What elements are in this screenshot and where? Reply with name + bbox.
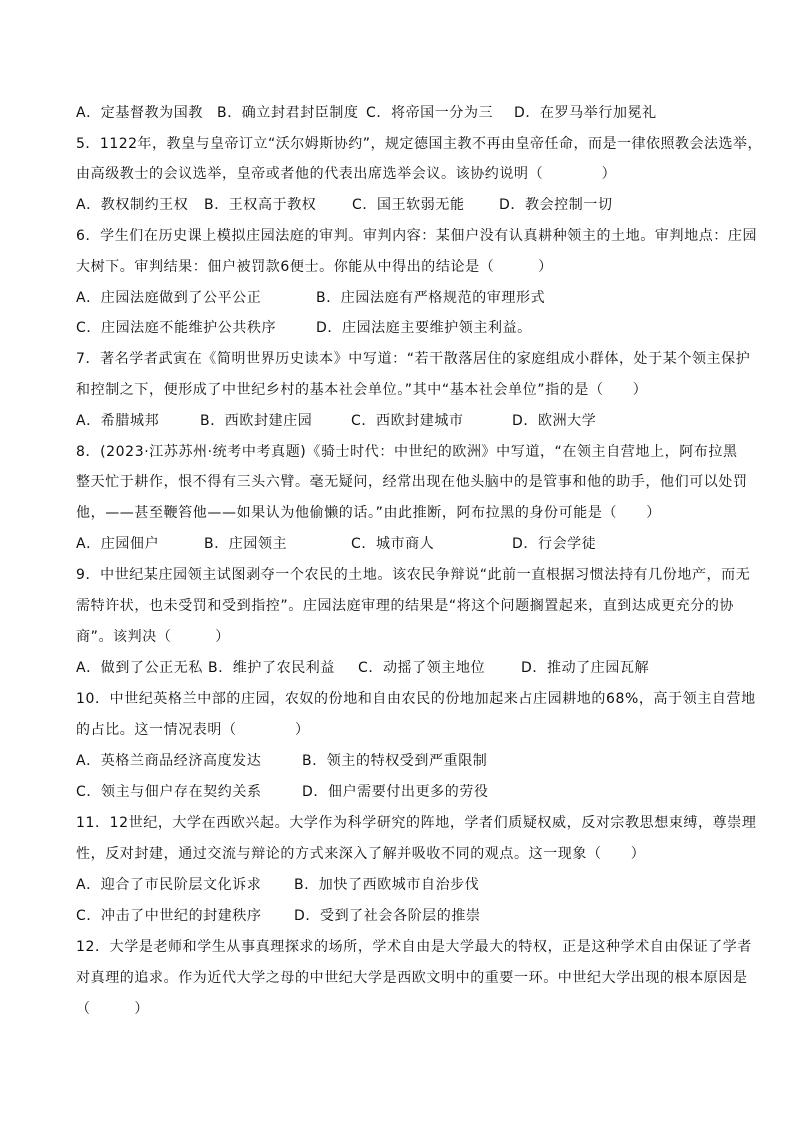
q11-stem-line-1: 11．12世纪，大学在西欧兴起。大学作为科学研究的阵地，学者们质疑权威，反对宗教思想束缚，尊崇理 [76, 815, 757, 831]
q6-option-a[interactable]: A．庄园法庭做到了公平公正 [76, 290, 262, 306]
q9-option-a[interactable]: A．做到了公正无私 [76, 660, 203, 676]
q5-stem-line-2: 由高级教士的会议选举，皇帝或者他的代表出席选举会议。该协约说明（ ） [76, 166, 617, 182]
q9-options [76, 659, 756, 677]
q10-options-row-2 [76, 783, 756, 801]
q7-option-d[interactable]: D．欧洲大学 [512, 413, 597, 429]
q11-option-d[interactable]: D．受到了社会各阶层的推崇 [294, 908, 481, 924]
q6-options-row-2 [76, 319, 756, 337]
q5-option-b[interactable]: B．王权高于教权 [204, 197, 317, 213]
q5-stem-line-1: 5．1122年，教皇与皇帝订立“沃尔姆斯协约”，规定德国主教不再由皇帝任命，而是一律依照教会法选举， [76, 136, 763, 152]
q8-option-b[interactable]: B．庄园领主 [204, 536, 288, 552]
q9-option-c[interactable]: C．动摇了领主地位 [358, 660, 486, 676]
q5-option-d[interactable]: D．教会控制一切 [499, 197, 613, 213]
q7-option-c[interactable]: C．西欧封建城市 [351, 413, 464, 429]
q10-option-b[interactable]: B．领主的特权受到严重限制 [302, 753, 488, 769]
q8-stem-line-1: 8．(2023·江苏苏州·统考中考真题)《骑士时代：中世纪的欧洲》中写道，“在领主自营地上，阿布拉黑 [76, 444, 738, 460]
q7-option-b[interactable]: B．西欧封建庄园 [200, 413, 313, 429]
q8-option-c[interactable]: C．城市商人 [351, 536, 435, 552]
q4-option-d[interactable]: D．在罗马举行加冕礼 [514, 105, 657, 121]
q8-stem-line-3: 他，——甚至鞭笞他——如果认为他偷懒的话。”由此推断，阿布拉黑的身份可能是（ ） [76, 505, 661, 521]
q11-options-row-1 [76, 876, 756, 894]
q5-option-c[interactable]: C．国王软弱无能 [352, 197, 465, 213]
q10-option-c[interactable]: C．领主与佃户存在契约关系 [76, 784, 262, 800]
q9-option-d[interactable]: D．推动了庄园瓦解 [521, 660, 650, 676]
q9-stem-line-3: 商”。该判决（ ） [76, 629, 230, 645]
q9-stem-line-1: 9．中世纪某庄园领主试图剥夺一个农民的土地。该农民争辩说“此前一直根据习惯法持有几份地产，而无 [76, 567, 751, 583]
q10-stem-line-2: 的占比。这一情况表明（ ） [76, 722, 310, 738]
q12-stem-line-2: 对真理的追求。作为近代大学之母的中世纪大学是西欧文明中的重要一环。中世纪大学出现的根本原因是 [76, 970, 748, 986]
q10-stem-line-1: 10．中世纪英格兰中部的庄园，农奴的份地和自由农民的份地加起来占庄园耕地的68%，高于领主自营地 [76, 691, 756, 707]
q4-option-c[interactable]: C．将帝国一分为三 [366, 105, 494, 121]
q11-option-b[interactable]: B．加快了西欧城市自治步伐 [294, 877, 480, 893]
q8-option-d[interactable]: D．行会学徒 [512, 536, 597, 552]
q4-option-b[interactable]: B．确立封君封臣制度 [217, 105, 359, 121]
q7-stem-line-2: 和控制之下，便形成了中世纪乡村的基本社会单位。”其中“基本社会单位”指的是（ ） [76, 382, 648, 398]
q6-options-row-1 [76, 289, 756, 307]
q6-stem-line-2: 大树下。审判结果：佃户被罚款6便士。你能从中得出的结论是（ ） [76, 259, 553, 275]
q4-option-a[interactable]: A．定基督教为国教 [76, 105, 203, 121]
q12-stem-line-3: （ ） [76, 1001, 149, 1017]
q9-stem-line-2: 需特许状，也未受罚和受到指控”。庄园法庭审理的结果是“将这个问题搁置起来，直到达成更充分的协 [76, 598, 735, 614]
q7-options [76, 412, 756, 430]
q7-option-a[interactable]: A．希腊城邦 [76, 413, 160, 429]
q12-stem-line-1: 12．大学是老师和学生从事真理探求的场所，学术自由是大学最大的特权，正是这种学术自由保证了学者 [76, 939, 753, 955]
q8-stem-line-2: 整天忙于耕作，恨不得有三头六臂。毫无疑问，经常出现在他头脑中的是管事和他的助手，他们可以处罚 [76, 474, 748, 490]
q5-options [76, 196, 756, 214]
q5-option-a[interactable]: A．教权制约王权 [76, 197, 189, 213]
q10-options-row-1 [76, 752, 756, 770]
q6-stem-line-1: 6．学生们在历史课上模拟庄园法庭的审判。审判内容：某佃户没有认真耕种领主的土地。审判地点：庄园 [76, 228, 758, 244]
q10-option-d[interactable]: D．佃户需要付出更多的劳役 [302, 784, 489, 800]
q11-option-c[interactable]: C．冲击了中世纪的封建秩序 [76, 908, 262, 924]
q4-options [76, 104, 756, 122]
q6-option-d[interactable]: D．庄园法庭主要维护领主利益。 [316, 320, 532, 336]
q9-option-b[interactable]: B．维护了农民利益 [208, 660, 336, 676]
q11-options-row-2 [76, 907, 756, 925]
q8-option-a[interactable]: A．庄园佃户 [76, 536, 160, 552]
q11-option-a[interactable]: A．迎合了市民阶层文化诉求 [76, 877, 262, 893]
q7-stem-line-1: 7．著名学者武寅在《简明世界历史读本》中写道：“若干散落居住的家庭组成小群体，处于某个领主保护 [76, 351, 751, 367]
q6-option-b[interactable]: B．庄园法庭有严格规范的审理形式 [316, 290, 546, 306]
q10-option-a[interactable]: A．英格兰商品经济高度发达 [76, 753, 262, 769]
q6-option-c[interactable]: C．庄园法庭不能维护公共秩序 [76, 320, 277, 336]
q8-options [76, 535, 756, 553]
q11-stem-line-2: 性，反对封建，通过交流与辩论的方式来深入了解并吸收不同的观点。这一现象（ ） [76, 846, 646, 862]
